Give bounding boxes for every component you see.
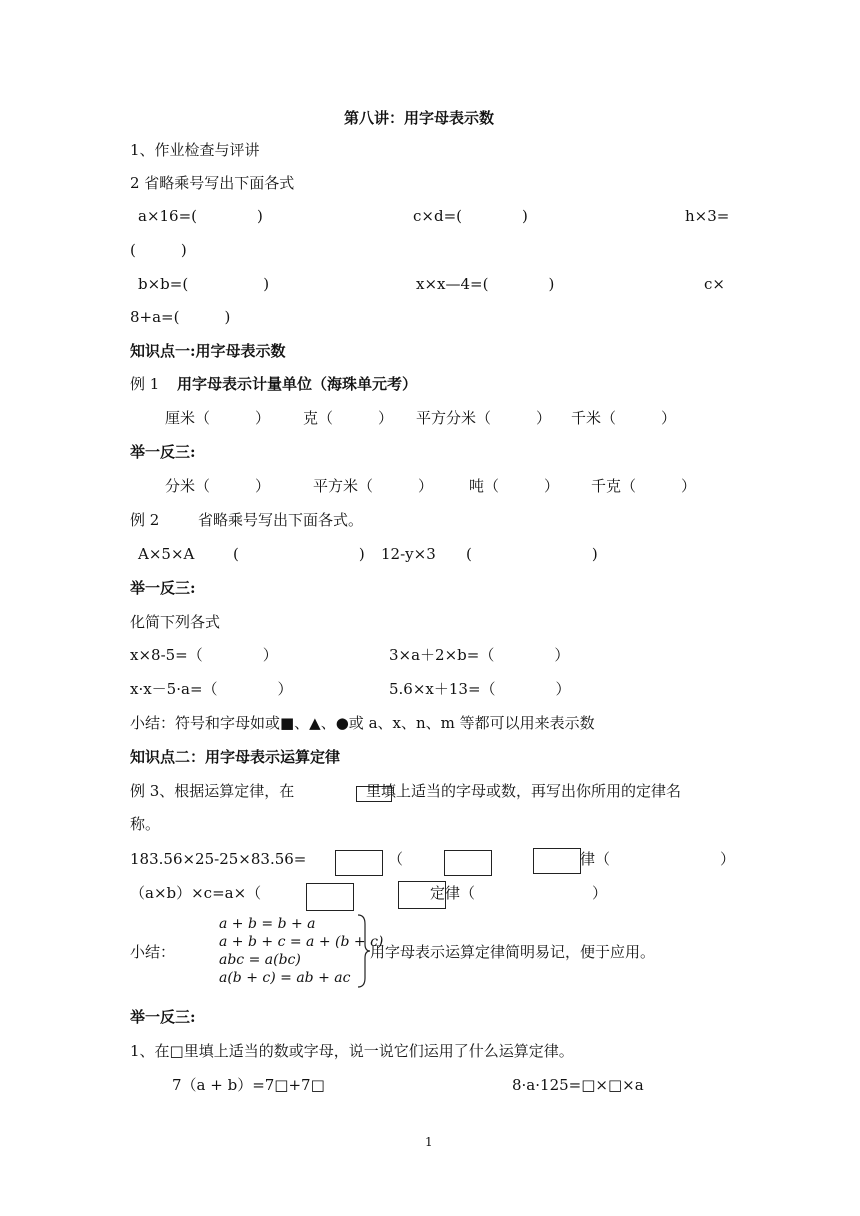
formula: a(b + c) = ab + ac [219, 970, 351, 986]
paren-open: （ [388, 850, 404, 868]
example-3-intro: 例 3、根据运算定律，在 [130, 782, 295, 800]
law-label: 律（ [580, 850, 611, 868]
page-number: 1 [425, 1135, 433, 1149]
example-2-blank: ( ) [466, 545, 598, 563]
example-3-intro-end: 称。 [130, 815, 161, 833]
section-item-1: 1、作业检查与评讲 [130, 141, 260, 159]
formula: a + b + c = a + (b + c) [219, 934, 384, 950]
exercise-b: c×d=( ) [413, 207, 528, 225]
summary-2-text: 用字母表示运算定律简明易记，便于应用。 [370, 943, 656, 961]
paren-close: ） [592, 884, 608, 902]
exercise-c: h×3= [685, 207, 730, 225]
unit-item: 克（ ） [303, 409, 394, 427]
answer-box[interactable] [533, 848, 581, 874]
practice-label: 举一反三: [130, 1008, 196, 1026]
simplify-item: x×8-5=（ ） [130, 646, 278, 664]
simplify-item: 5.6×x＋13=（ ） [389, 680, 571, 698]
example-2-blank: ( ) [233, 545, 365, 563]
unit-item: 千克（ ） [591, 477, 697, 495]
example-1-label: 例 1 [130, 375, 160, 393]
unit-item: 平方米（ ） [313, 477, 434, 495]
simplify-item: x·x－5·a=（ ） [130, 680, 293, 698]
example-3-equation-2: （a×b）×c=a×（ [130, 884, 262, 902]
example-1-text: 用字母表示计量单位（海珠单元考） [177, 375, 418, 393]
example-2-label: 例 2 [130, 511, 160, 529]
simplify-title: 化简下列各式 [130, 613, 221, 631]
exercise-f: c× [704, 275, 725, 293]
unit-item: 分米（ ） [165, 477, 271, 495]
knowledge-point-2: 知识点二：用字母表示运算定律 [130, 748, 341, 766]
knowledge-point-1: 知识点一:用字母表示数 [130, 342, 286, 360]
example-3-intro-cont: 里填上适当的字母或数，再写出你所用的定律名 [366, 782, 682, 800]
page-title: 第八讲：用字母表示数 [344, 109, 495, 127]
practice-label: 举一反三: [130, 443, 196, 461]
example-2-text: 省略乘号写出下面各式。 [198, 511, 364, 529]
formula: a + b = b + a [219, 916, 316, 932]
unit-item: 吨（ ） [469, 477, 560, 495]
example-2-expr: 12-y×3 [381, 545, 436, 563]
section-item-2: 2 省略乘号写出下面各式 [130, 174, 295, 192]
unit-item: 平方分米（ ） [416, 409, 552, 427]
simplify-item: 3×a＋2×b=（ ） [389, 646, 570, 664]
paren-close: ） [720, 850, 736, 868]
example-3-equation-1: 183.56×25-25×83.56= [130, 850, 307, 868]
exercise-d: b×b=( ) [138, 275, 270, 293]
practice-label: 举一反三: [130, 579, 196, 597]
unit-item: 千米（ ） [571, 409, 677, 427]
unit-item: 厘米（ ） [165, 409, 271, 427]
exercise-c-blank: ( ) [130, 241, 187, 259]
exercise-f-cont: 8+a=( ) [130, 308, 231, 326]
practice-2-equation: 8·a·125=□×□×a [512, 1076, 644, 1094]
practice-2-item: 1、在□里填上适当的数或字母，说一说它们运用了什么运算定律。 [130, 1042, 574, 1060]
summary-1: 小结：符号和字母如或■、▲、●或 a、x、n、m 等都可以用来表示数 [130, 714, 595, 732]
exercise-a: a×16=( ) [138, 207, 263, 225]
practice-2-equation: 7（a + b）=7□+7□ [172, 1076, 325, 1094]
answer-box[interactable] [335, 850, 383, 876]
exercise-e: x×x—4=( ) [416, 275, 555, 293]
law-label: 定律（ [430, 884, 476, 902]
answer-box[interactable] [306, 883, 354, 911]
summary-2-label: 小结： [130, 943, 176, 961]
example-2-expr: A×5×A [138, 545, 195, 563]
answer-box[interactable] [444, 850, 492, 876]
formula: abc = a(bc) [219, 952, 301, 968]
